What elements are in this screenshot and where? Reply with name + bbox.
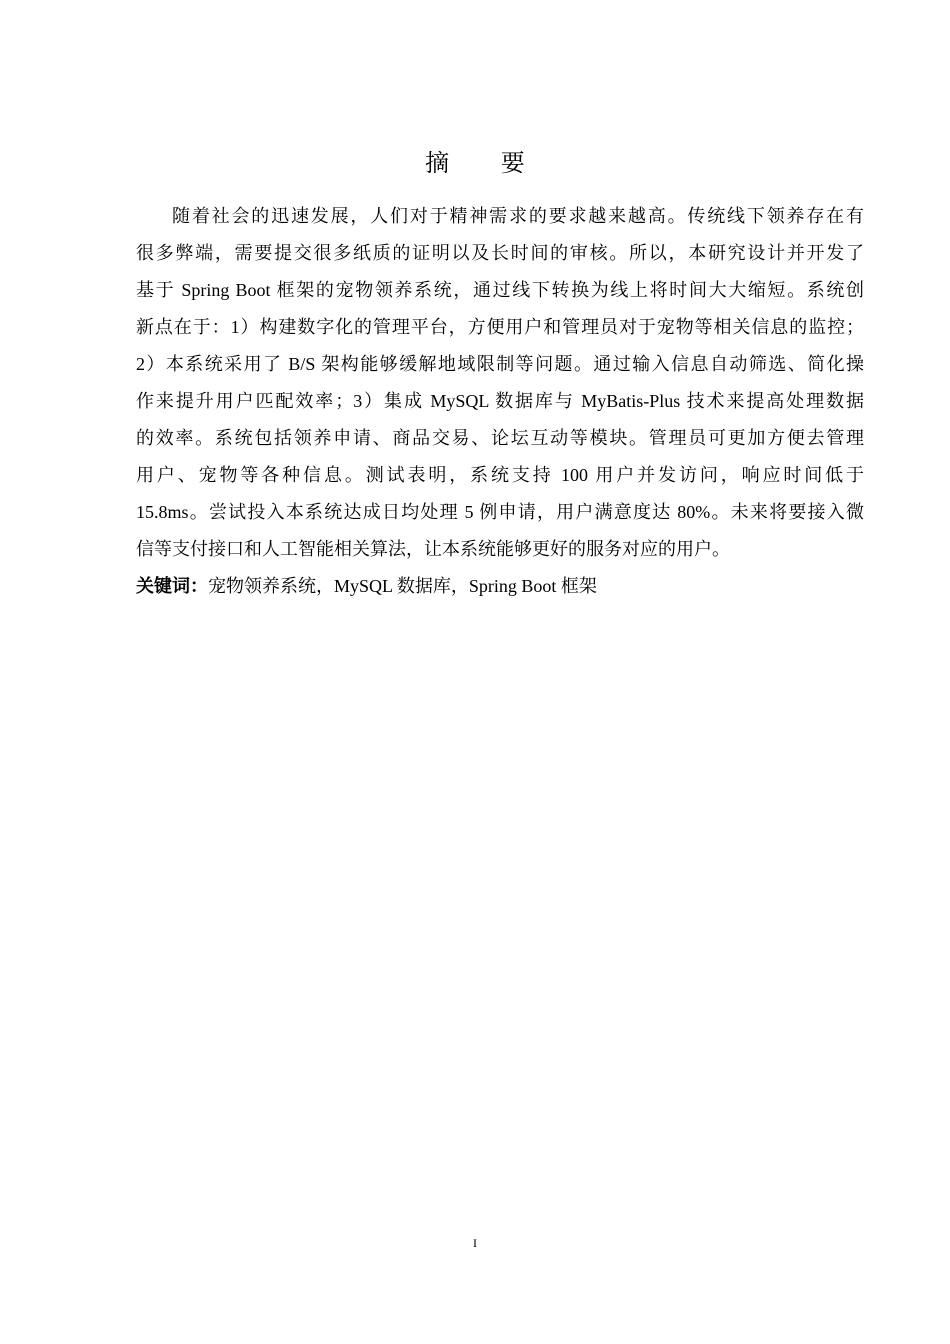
keywords-text: 宠物领养系统，MySQL 数据库，Spring Boot 框架 — [208, 576, 597, 596]
abstract-line: 基于 Spring Boot 框架的宠物领养系统，通过线下转换为线上将时间大大缩短。系统创 — [136, 280, 864, 300]
abstract-body — [136, 198, 864, 568]
abstract-line: 很多弊端，需要提交很多纸质的证明以及长时间的审核。所以，本研究设计并开发了 — [136, 243, 864, 263]
abstract-line: 作来提升用户匹配效率；3）集成 MySQL 数据库与 MyBatis-Plus 技术来提高处理数据 — [136, 391, 864, 411]
abstract-line: 随着社会的迅速发展，人们对于精神需求的要求越来越高。传统线下领养存在有 — [172, 206, 864, 226]
abstract-heading: 摘 要 — [425, 149, 547, 177]
keywords-line — [136, 568, 864, 605]
abstract-line: 用户、宠物等各种信息。测试表明，系统支持 100 用户并发访问，响应时间低于 — [136, 465, 864, 485]
abstract-line: 信等支付接口和人工智能相关算法，让本系统能够更好的服务对应的用户。 — [136, 539, 730, 559]
keywords-label: 关键词： — [136, 576, 208, 596]
page-number: I — [473, 1236, 477, 1250]
abstract-line: 的效率。系统包括领养申请、商品交易、论坛互动等模块。管理员可更加方便去管理 — [136, 428, 864, 448]
abstract-line: 2）本系统采用了 B/S 架构能够缓解地域限制等问题。通过输入信息自动筛选、简化操 — [136, 354, 864, 374]
abstract-line: 15.8ms。尝试投入本系统达成日均处理 5 例申请，用户满意度达 80%。未来将要接入微 — [136, 502, 864, 522]
abstract-line: 新点在于：1）构建数字化的管理平台，方便用户和管理员对于宠物等相关信息的监控； — [136, 317, 864, 337]
